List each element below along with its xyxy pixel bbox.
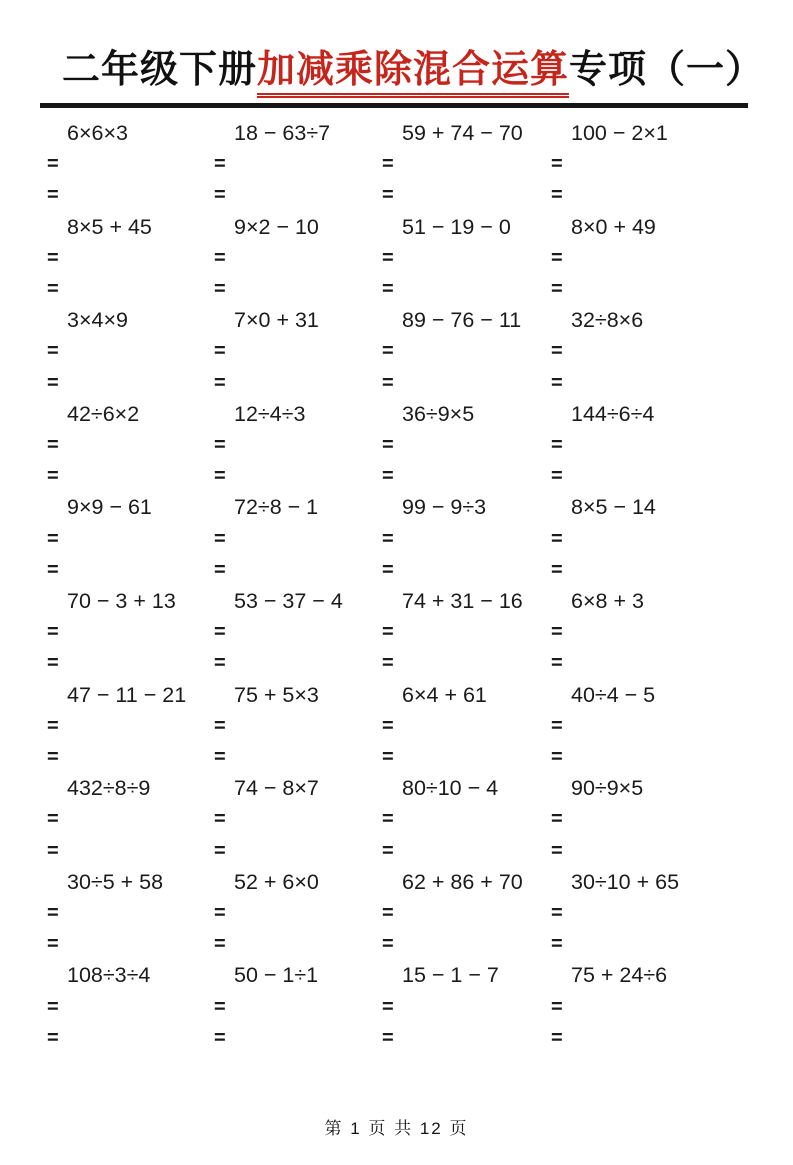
answer-line-1: = xyxy=(382,902,394,925)
problem-cell xyxy=(212,305,380,399)
answer-line-1: = xyxy=(551,434,563,457)
problem-cell xyxy=(212,399,380,493)
answer-line-2: = xyxy=(47,746,59,769)
problem-cell xyxy=(212,586,380,680)
problem-expression: 8×5 + 45 xyxy=(67,214,152,239)
problem-cell xyxy=(549,867,721,961)
answer-line-2: = xyxy=(47,839,59,862)
answer-line-1: = xyxy=(47,902,59,925)
problem-expression: 74 + 31 − 16 xyxy=(402,589,523,614)
answer-line-1: = xyxy=(214,621,226,644)
problem-expression: 74 − 8×7 xyxy=(234,776,319,801)
problem-cell xyxy=(380,399,549,493)
problem-cell xyxy=(549,960,721,1054)
problem-expression: 59 + 74 − 70 xyxy=(402,121,523,146)
answer-line-1: = xyxy=(551,153,563,176)
answer-line-1: = xyxy=(214,808,226,831)
problem-expression: 8×5 − 14 xyxy=(571,495,656,520)
answer-line-2: = xyxy=(551,933,563,956)
problem-expression: 52 + 6×0 xyxy=(234,869,319,894)
problem-cell xyxy=(549,773,721,867)
answer-line-1: = xyxy=(382,995,394,1018)
answer-line-2: = xyxy=(47,465,59,488)
problems-grid xyxy=(45,118,793,1054)
answer-line-2: = xyxy=(214,558,226,581)
problem-cell xyxy=(45,118,212,212)
answer-line-2: = xyxy=(551,371,563,394)
answer-line-2: = xyxy=(47,371,59,394)
problem-cell xyxy=(45,586,212,680)
answer-line-1: = xyxy=(47,434,59,457)
problem-cell xyxy=(45,680,212,774)
answer-line-1: = xyxy=(382,714,394,737)
problem-cell xyxy=(212,960,380,1054)
title-divider xyxy=(40,103,748,108)
answer-line-1: = xyxy=(551,246,563,269)
problem-expression: 80÷10 − 4 xyxy=(402,776,499,801)
answer-line-1: = xyxy=(382,527,394,550)
problem-cell xyxy=(549,492,721,586)
answer-line-1: = xyxy=(47,340,59,363)
problem-expression: 36÷9×5 xyxy=(402,401,475,426)
problem-cell xyxy=(380,960,549,1054)
answer-line-1: = xyxy=(382,808,394,831)
answer-line-2: = xyxy=(47,933,59,956)
answer-line-1: = xyxy=(214,434,226,457)
problem-expression: 99 − 9÷3 xyxy=(402,495,487,520)
answer-line-2: = xyxy=(382,933,394,956)
problem-cell xyxy=(380,305,549,399)
answer-line-2: = xyxy=(382,746,394,769)
problem-expression: 30÷5 + 58 xyxy=(67,869,164,894)
problem-expression: 50 − 1÷1 xyxy=(234,963,319,988)
problem-expression: 18 − 63÷7 xyxy=(234,121,331,146)
problem-expression: 40÷4 − 5 xyxy=(571,682,656,707)
title-highlight: 加减乘除混合运算 xyxy=(257,49,569,98)
answer-line-2: = xyxy=(214,184,226,207)
answer-line-1: = xyxy=(382,434,394,457)
problem-cell xyxy=(45,399,212,493)
answer-line-2: = xyxy=(382,558,394,581)
answer-line-1: = xyxy=(551,621,563,644)
answer-line-1: = xyxy=(551,902,563,925)
worksheet-page xyxy=(0,44,793,1165)
answer-line-1: = xyxy=(551,340,563,363)
answer-line-1: = xyxy=(551,995,563,1018)
title-prefix: 二年级下册 xyxy=(62,49,258,91)
problem-cell xyxy=(45,492,212,586)
problem-cell xyxy=(212,118,380,212)
problem-cell xyxy=(380,867,549,961)
answer-line-1: = xyxy=(47,246,59,269)
problem-cell xyxy=(549,305,721,399)
answer-line-2: = xyxy=(214,371,226,394)
answer-line-2: = xyxy=(382,465,394,488)
answer-line-1: = xyxy=(47,714,59,737)
answer-line-2: = xyxy=(551,839,563,862)
problem-expression: 75 + 5×3 xyxy=(234,682,319,707)
answer-line-2: = xyxy=(382,278,394,301)
problem-expression: 8×0 + 49 xyxy=(571,214,656,239)
problem-expression: 90÷9×5 xyxy=(571,776,644,801)
answer-line-1: = xyxy=(47,995,59,1018)
problem-cell xyxy=(45,305,212,399)
problem-expression: 432÷8÷9 xyxy=(67,776,151,801)
answer-line-2: = xyxy=(551,652,563,675)
answer-line-1: = xyxy=(551,808,563,831)
answer-line-2: = xyxy=(214,652,226,675)
answer-line-2: = xyxy=(382,371,394,394)
problem-expression: 3×4×9 xyxy=(67,308,128,333)
answer-line-1: = xyxy=(214,246,226,269)
problem-expression: 108÷3÷4 xyxy=(67,963,151,988)
answer-line-2: = xyxy=(551,746,563,769)
answer-line-1: = xyxy=(214,902,226,925)
problem-expression: 144÷6÷4 xyxy=(571,401,655,426)
answer-line-2: = xyxy=(214,933,226,956)
problem-expression: 62 + 86 + 70 xyxy=(402,869,523,894)
problem-cell xyxy=(212,773,380,867)
answer-line-1: = xyxy=(214,153,226,176)
problem-cell xyxy=(380,680,549,774)
problem-expression: 6×6×3 xyxy=(67,121,128,146)
answer-line-1: = xyxy=(551,527,563,550)
answer-line-1: = xyxy=(382,246,394,269)
answer-line-2: = xyxy=(551,184,563,207)
problem-expression: 53 − 37 − 4 xyxy=(234,589,343,614)
problem-expression: 9×2 − 10 xyxy=(234,214,319,239)
answer-line-2: = xyxy=(551,558,563,581)
problem-expression: 32÷8×6 xyxy=(571,308,644,333)
problem-cell xyxy=(549,680,721,774)
problem-cell xyxy=(212,680,380,774)
problem-cell xyxy=(380,773,549,867)
problem-cell xyxy=(380,586,549,680)
problem-expression: 89 − 76 − 11 xyxy=(402,308,522,333)
answer-line-2: = xyxy=(214,746,226,769)
answer-line-1: = xyxy=(551,714,563,737)
problem-expression: 9×9 − 61 xyxy=(67,495,152,520)
problem-expression: 75 + 24÷6 xyxy=(571,963,668,988)
answer-line-1: = xyxy=(382,340,394,363)
problem-cell xyxy=(549,399,721,493)
problem-cell xyxy=(549,586,721,680)
problem-expression: 72÷8 − 1 xyxy=(234,495,319,520)
problem-cell xyxy=(45,212,212,306)
answer-line-1: = xyxy=(214,527,226,550)
answer-line-2: = xyxy=(551,1026,563,1049)
problem-cell xyxy=(549,212,721,306)
problem-expression: 7×0 + 31 xyxy=(234,308,319,333)
problem-cell xyxy=(45,867,212,961)
answer-line-1: = xyxy=(382,153,394,176)
answer-line-2: = xyxy=(382,1026,394,1049)
problem-expression: 51 − 19 − 0 xyxy=(402,214,511,239)
answer-line-1: = xyxy=(47,808,59,831)
problem-expression: 100 − 2×1 xyxy=(571,121,668,146)
answer-line-2: = xyxy=(551,465,563,488)
answer-line-1: = xyxy=(214,995,226,1018)
answer-line-2: = xyxy=(47,558,59,581)
answer-line-2: = xyxy=(47,1026,59,1049)
answer-line-2: = xyxy=(214,839,226,862)
problem-expression: 6×8 + 3 xyxy=(571,589,644,614)
page-number-footer: 第 1 页 共 12 页 xyxy=(324,1119,469,1138)
problem-expression: 47 − 11 − 21 xyxy=(67,682,187,707)
answer-line-2: = xyxy=(382,652,394,675)
answer-line-1: = xyxy=(382,621,394,644)
problem-cell xyxy=(380,492,549,586)
page-title xyxy=(62,44,763,96)
answer-line-2: = xyxy=(47,184,59,207)
problem-expression: 15 − 1 − 7 xyxy=(402,963,499,988)
problem-expression: 12÷4÷3 xyxy=(234,401,306,426)
title-suffix: 专项（一） xyxy=(569,49,765,91)
answer-line-2: = xyxy=(47,278,59,301)
problem-cell xyxy=(212,212,380,306)
answer-line-2: = xyxy=(214,1026,226,1049)
problem-expression: 6×4 + 61 xyxy=(402,682,487,707)
problem-cell xyxy=(212,492,380,586)
answer-line-2: = xyxy=(382,184,394,207)
answer-line-1: = xyxy=(214,714,226,737)
problem-expression: 30÷10 + 65 xyxy=(571,869,680,894)
problem-cell xyxy=(212,867,380,961)
problem-cell xyxy=(380,212,549,306)
answer-line-2: = xyxy=(214,465,226,488)
problem-cell xyxy=(380,118,549,212)
answer-line-1: = xyxy=(47,527,59,550)
problem-cell xyxy=(45,773,212,867)
answer-line-2: = xyxy=(382,839,394,862)
answer-line-2: = xyxy=(214,278,226,301)
answer-line-1: = xyxy=(47,621,59,644)
answer-line-2: = xyxy=(47,652,59,675)
answer-line-1: = xyxy=(47,153,59,176)
problem-expression: 42÷6×2 xyxy=(67,401,140,426)
problem-expression: 70 − 3 + 13 xyxy=(67,589,176,614)
answer-line-2: = xyxy=(551,278,563,301)
answer-line-1: = xyxy=(214,340,226,363)
problem-cell xyxy=(45,960,212,1054)
problem-cell xyxy=(549,118,721,212)
